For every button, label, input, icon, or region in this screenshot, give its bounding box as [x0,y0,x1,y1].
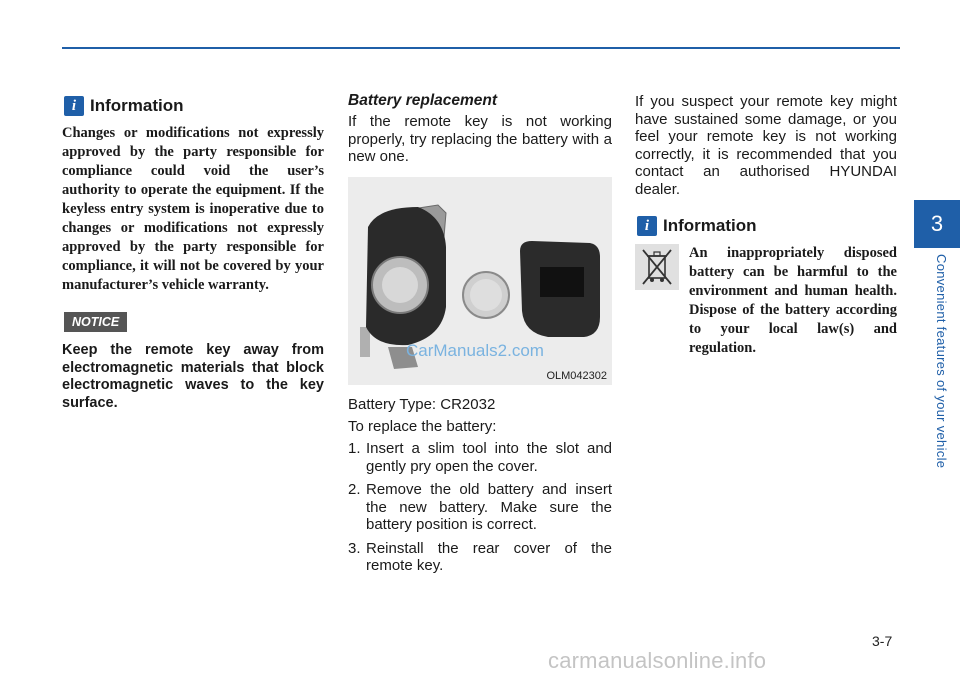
page-number: 3-7 [872,633,893,649]
to-replace-label: To replace the battery: [348,418,497,435]
step-text: Reinstall the rear cover of the remote key. [366,539,612,574]
step-item [348,540,612,575]
chapter-tab: 3 [914,200,960,248]
information-heading [64,96,184,116]
information-title-2: Information [663,216,757,235]
footer-watermark: carmanualsonline.info [548,648,767,673]
step-item [348,440,612,475]
damage-paragraph: If you suspect your remote key might have sustained some damage, or you feel your remote key is not working correctly, it is recommended that you contact an authorised HYUNDAI dealer. [635,93,897,198]
top-rule [62,47,900,49]
crossed-bin-icon [635,244,679,290]
information-body: Changes or modifications not expressly approved by the party responsible for compliance could void the user’s authority to operate the equipment. If the keyless entry system is inoperative due to changes or modifications not expressly approved by the party responsible for compliance, it will not be covered by your manufacturer’s vehicle warranty. [62,125,324,293]
disposal-info [635,244,897,358]
information-icon: i [637,216,657,236]
information-heading-2 [637,216,757,236]
step-number: 3. [348,539,361,557]
notice-body: Keep the remote key away from electromagnetic materials that block electromagnetic waves to the key surface. [62,342,324,411]
step-item [348,481,612,534]
step-number: 2. [348,481,361,498]
replacement-steps [348,440,612,581]
information-icon: i [64,96,84,116]
chapter-side-label: Convenient features of your vehicle [934,254,949,469]
notice-badge: NOTICE [64,312,127,332]
step-text: Remove the old battery and insert the new battery. Make sure the battery position is correct. [366,481,612,533]
step-number: 1. [348,440,361,457]
step-text: Insert a slim tool into the slot and gently pry open the cover. [366,440,612,475]
battery-intro: If the remote key is not working properly, try replacing the battery with a new one. [348,113,612,165]
disposal-text: An inappropriately disposed battery can be harmful to the environment and human health. Dispose of the battery according to your local law(s) and regulation. [689,245,897,356]
battery-type: Battery Type: CR2032 [348,396,496,413]
information-title: Information [90,96,184,115]
figure-code: OLM042302 [546,370,607,382]
battery-replacement-heading: Battery replacement [348,92,498,109]
remote-key-figure [348,177,612,385]
carmanuals-watermark: CarManuals2.com [406,341,544,360]
